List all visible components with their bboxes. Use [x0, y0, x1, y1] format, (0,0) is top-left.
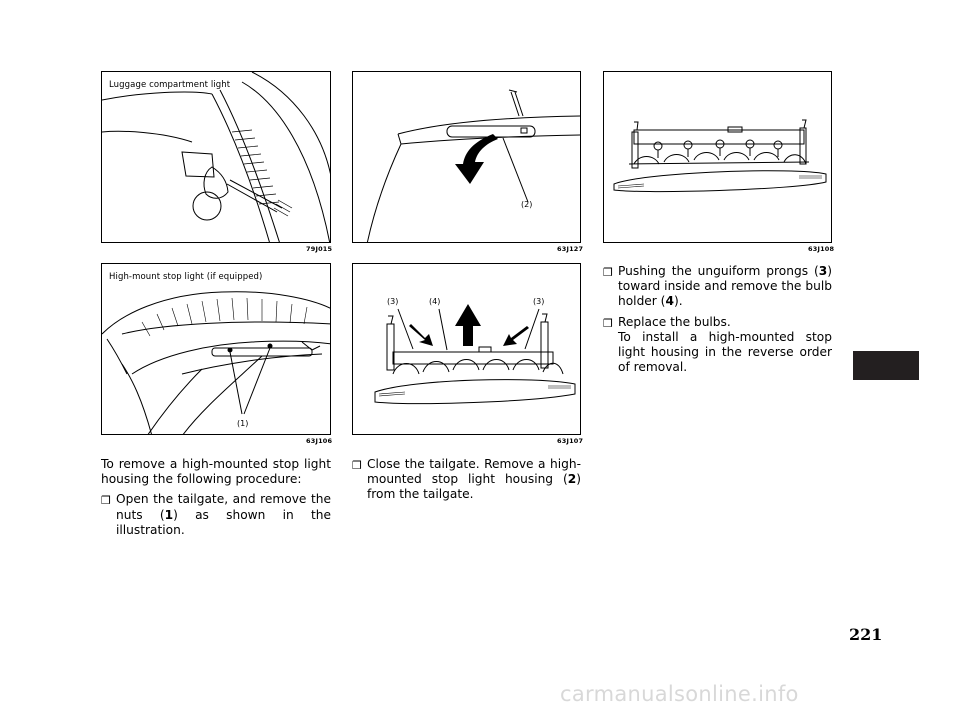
tailgate-illustration: [353, 72, 581, 243]
figure-code-luggage: 79J015: [306, 245, 333, 253]
page-number: 221: [849, 625, 883, 644]
figure-housing-bottom: [352, 263, 581, 435]
ref-2: 2: [567, 472, 577, 487]
step-install-detail: To install a high-mounted stop light housing in the reverse order of removal.: [618, 329, 832, 375]
ref-3: 3: [818, 264, 828, 278]
callout-3-right: (3): [533, 297, 545, 306]
text-column-3: [603, 264, 832, 375]
section-tab: [853, 351, 919, 380]
callout-4: (4): [429, 297, 441, 306]
luggage-light-illustration: [102, 72, 331, 243]
text-column-2: [352, 457, 581, 503]
figure-tailgate: [352, 71, 581, 243]
highmount-illustration: [102, 264, 331, 435]
callout-2: (2): [521, 200, 533, 209]
figure-code-highmount: 63J106: [306, 437, 333, 445]
housing-top-illustration: [604, 72, 832, 243]
step-replace-bulbs: ❒ Replace the bulbs.: [603, 314, 731, 330]
figure-code-housing-top: 63J108: [808, 245, 835, 253]
checkbox-bullet-icon: ❒: [101, 494, 111, 508]
checkbox-bullet-icon: ❒: [352, 459, 362, 472]
step-close-tailgate: ❒ Close the tailgate. Remove a high-mounted stop light housing (2) from the tailgate.: [352, 457, 581, 502]
figure-code-housing-bottom: 63J107: [557, 437, 584, 445]
checkbox-bullet-icon: ❒: [603, 316, 613, 330]
figure-code-tailgate: 63J127: [557, 245, 584, 253]
figure-caption: Luggage compartment light: [109, 80, 231, 90]
housing-bottom-illustration: [353, 264, 581, 435]
watermark-text: carmanualsonline.info: [560, 682, 799, 706]
step-open-tailgate: ❒ Open the tailgate, and remove the nuts (1) as shown in the illustration.: [101, 492, 331, 537]
intro-text: To remove a high-mounted stop light housing the following procedure:: [101, 457, 331, 487]
step-push-prongs: ❒ Pushing the unguiform prongs (3) toward inside and remove the bulb holder (4).: [603, 264, 832, 309]
callout-1: (1): [237, 419, 249, 428]
checkbox-bullet-icon: ❒: [603, 266, 613, 279]
ref-1: 1: [164, 507, 174, 522]
figure-highmount: [101, 263, 331, 435]
text-column-1: [101, 457, 331, 538]
figure-housing-top: [603, 71, 832, 243]
ref-4: 4: [665, 294, 674, 309]
figure-luggage-light: [101, 71, 331, 243]
callout-3-left: (3): [387, 297, 399, 306]
figure-caption: High-mount stop light (if equipped): [109, 272, 263, 282]
